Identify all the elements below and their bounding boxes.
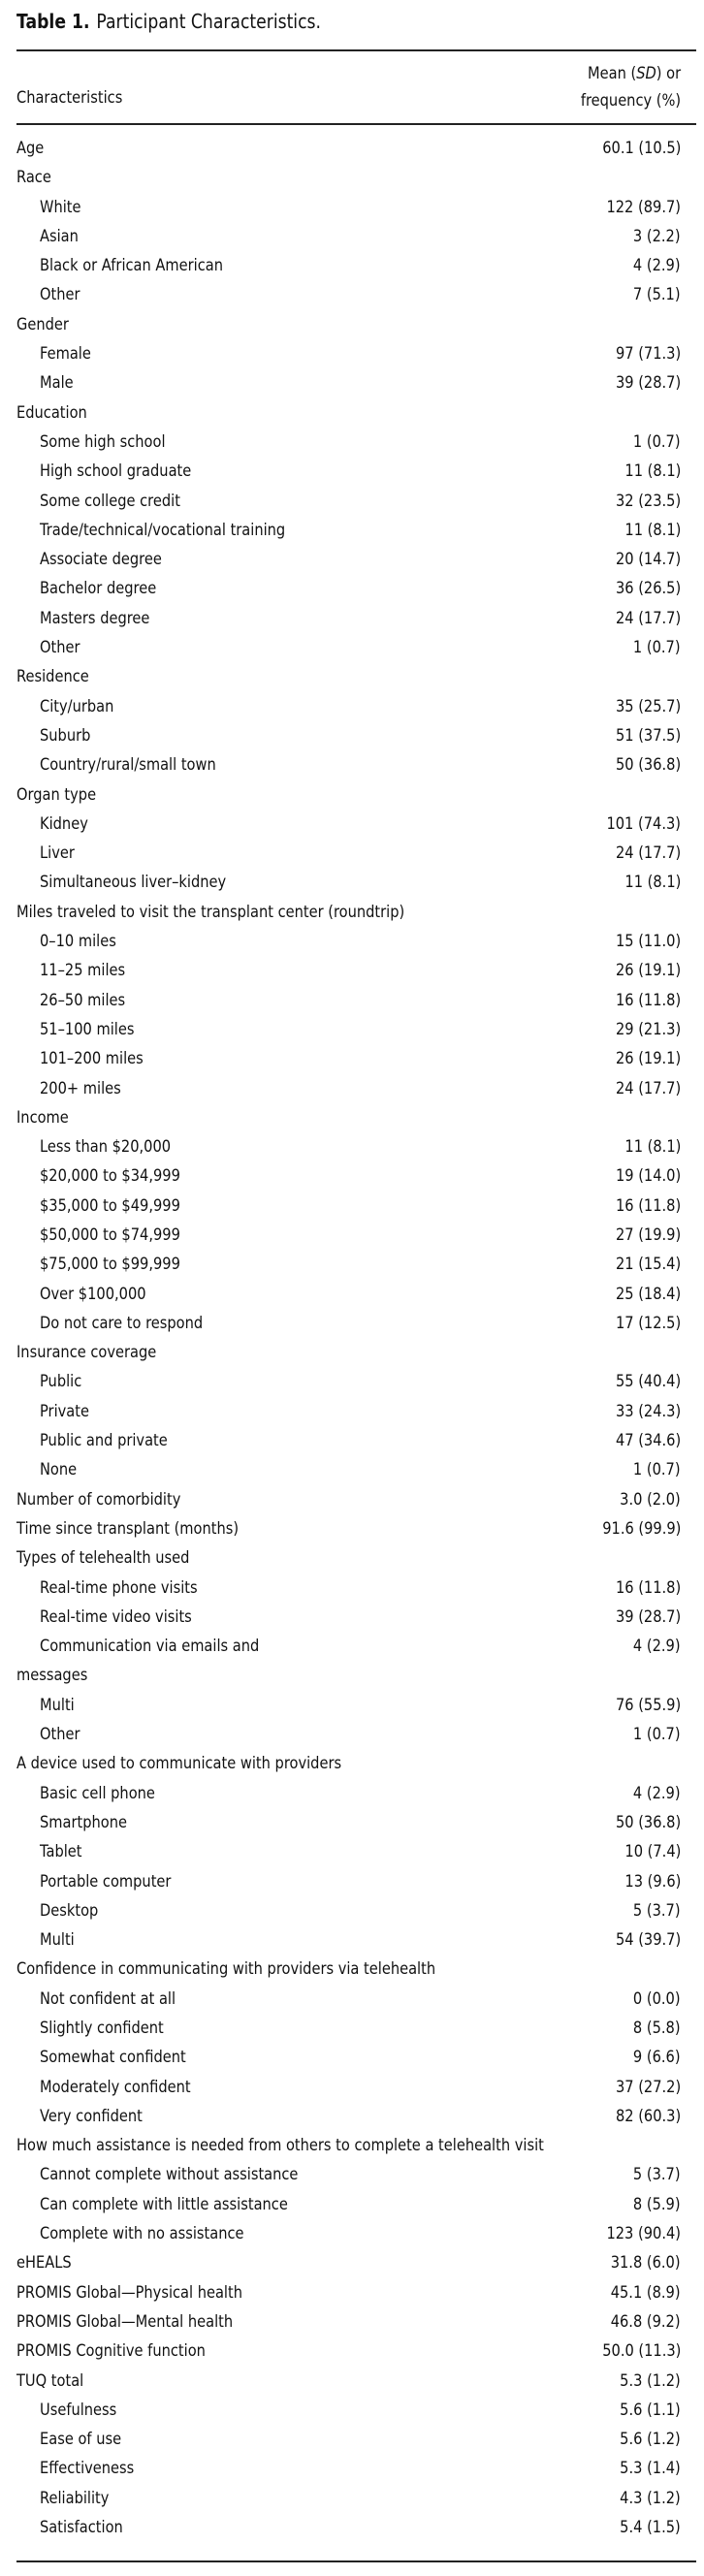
row-label: Smartphone bbox=[40, 1812, 127, 1832]
row-label: Gender bbox=[16, 314, 69, 334]
table-title: Participant Characteristics. bbox=[96, 10, 321, 33]
row-label: Education bbox=[16, 402, 87, 423]
row-label: Some high school bbox=[40, 431, 166, 452]
table-row bbox=[16, 2367, 681, 2396]
row-label: PROMIS Cognitive function bbox=[16, 2341, 206, 2362]
row-value: 97 (71.3) bbox=[615, 344, 681, 365]
table-row bbox=[16, 2014, 681, 2043]
row-label: Associate degree bbox=[40, 550, 162, 570]
row-label: 26–50 miles bbox=[40, 990, 126, 1010]
row-label: Do not care to respond bbox=[40, 1313, 204, 1333]
row-label: $35,000 to $49,999 bbox=[40, 1195, 180, 1216]
row-label: Basic cell phone bbox=[40, 1783, 155, 1803]
table-row bbox=[16, 2131, 681, 2160]
row-label: PROMIS Global—Mental health bbox=[16, 2311, 234, 2332]
table-row bbox=[16, 2337, 681, 2366]
row-value: 1 (0.7) bbox=[633, 1725, 681, 1745]
table-row bbox=[16, 1397, 681, 1426]
row-label: Other bbox=[40, 638, 80, 658]
table-row bbox=[16, 1426, 681, 1455]
row-value: 55 (40.4) bbox=[615, 1372, 681, 1392]
table-row bbox=[16, 868, 681, 897]
row-value: 24 (17.7) bbox=[615, 608, 681, 628]
row-value: 27 (19.9) bbox=[615, 1224, 681, 1245]
table-row bbox=[16, 898, 681, 927]
row-label: Satisfaction bbox=[40, 2518, 123, 2538]
row-value: 82 (60.3) bbox=[615, 2106, 681, 2126]
table-row bbox=[16, 1867, 681, 1896]
table-row bbox=[16, 839, 681, 868]
table-row bbox=[16, 810, 681, 839]
row-value: 21 (15.4) bbox=[615, 1255, 681, 1275]
row-value: 5.3 (1.4) bbox=[620, 2459, 681, 2479]
header-text: frequency (%) bbox=[580, 91, 681, 111]
table-row bbox=[16, 1221, 681, 1250]
row-label: 51–100 miles bbox=[40, 1019, 135, 1039]
row-value: 16 (11.8) bbox=[615, 1195, 681, 1216]
row-label: Can complete with little assistance bbox=[40, 2194, 288, 2214]
table-row bbox=[16, 2219, 681, 2248]
row-label: Desktop bbox=[40, 1900, 99, 1921]
row-value: 4 (2.9) bbox=[633, 1783, 681, 1803]
row-label: Age bbox=[16, 139, 45, 158]
table-row bbox=[16, 251, 681, 280]
row-label: $75,000 to $99,999 bbox=[40, 1255, 180, 1275]
row-value: 50.0 (11.3) bbox=[601, 2341, 681, 2362]
row-value: 26 (19.1) bbox=[615, 961, 681, 981]
row-value: 50 (36.8) bbox=[615, 755, 681, 776]
row-label: Miles traveled to visit the transplant center (roundtrip) bbox=[16, 902, 405, 922]
row-label: Real-time video visits bbox=[40, 1606, 192, 1627]
row-label: Other bbox=[40, 1725, 80, 1745]
table-row bbox=[16, 574, 681, 603]
row-value: 5 (3.7) bbox=[633, 2165, 681, 2185]
row-label: Simultaneous liver–kidney bbox=[40, 873, 227, 893]
row-label: $20,000 to $34,999 bbox=[40, 1166, 180, 1187]
row-label: Suburb bbox=[40, 725, 91, 746]
row-value: 11 (8.1) bbox=[624, 461, 681, 482]
row-label: Asian bbox=[40, 226, 79, 246]
row-value: 47 (34.6) bbox=[615, 1431, 681, 1451]
row-label: Cannot complete without assistance bbox=[40, 2165, 299, 2185]
table-row bbox=[16, 1514, 681, 1543]
table-row bbox=[16, 1661, 681, 1690]
table-row bbox=[16, 2102, 681, 2131]
row-label: Some college credit bbox=[40, 491, 180, 511]
row-label: Types of telehealth used bbox=[16, 1548, 190, 1569]
row-label: Multi bbox=[40, 1695, 75, 1715]
row-label: Very confident bbox=[40, 2106, 143, 2126]
row-value: 15 (11.0) bbox=[615, 932, 681, 952]
row-value: 32 (23.5) bbox=[615, 491, 681, 511]
table-number: Table 1. bbox=[16, 10, 90, 33]
table-row bbox=[16, 545, 681, 574]
row-label: Other bbox=[40, 285, 80, 305]
row-label: Masters degree bbox=[40, 608, 150, 628]
table-row bbox=[16, 1280, 681, 1309]
row-value: 19 (14.0) bbox=[615, 1166, 681, 1187]
row-label: Confidence in communicating with providers via telehealth bbox=[16, 1959, 436, 1980]
table-row bbox=[16, 1367, 681, 1396]
table-row bbox=[16, 193, 681, 222]
header-text: Mean ( bbox=[587, 64, 637, 83]
row-value: 17 (12.5) bbox=[615, 1313, 681, 1333]
table-row bbox=[16, 1161, 681, 1191]
table-row bbox=[16, 222, 681, 251]
table-caption bbox=[16, 10, 321, 33]
table-row bbox=[16, 310, 681, 339]
row-label: Kidney bbox=[40, 813, 88, 834]
row-value: 5 (3.7) bbox=[633, 1900, 681, 1921]
row-value: 3.0 (2.0) bbox=[620, 1489, 681, 1510]
row-value: 11 (8.1) bbox=[624, 520, 681, 540]
row-label: Complete with no assistance bbox=[40, 2224, 244, 2244]
row-label: Reliability bbox=[40, 2488, 110, 2508]
row-label: Communication via emails and bbox=[40, 1637, 260, 1657]
row-label: Insurance coverage bbox=[16, 1343, 157, 1363]
table-row bbox=[16, 516, 681, 545]
row-label: Liver bbox=[40, 843, 75, 864]
table-row bbox=[16, 2454, 681, 2483]
row-label: White bbox=[40, 197, 81, 217]
table-row bbox=[16, 1485, 681, 1514]
row-value: 8 (5.8) bbox=[633, 2019, 681, 2038]
table-row bbox=[16, 368, 681, 398]
table-row bbox=[16, 721, 681, 750]
row-value: 91.6 (99.9) bbox=[601, 1518, 681, 1539]
table-row bbox=[16, 1720, 681, 1749]
row-value: 5.6 (1.2) bbox=[620, 2430, 681, 2450]
table-row bbox=[16, 1309, 681, 1338]
row-value: 5.4 (1.5) bbox=[620, 2518, 681, 2538]
row-value: 39 (28.7) bbox=[615, 1606, 681, 1627]
table-row bbox=[16, 780, 681, 810]
row-label: eHEALS bbox=[16, 2253, 72, 2274]
row-label: Organ type bbox=[16, 784, 97, 805]
table-row bbox=[16, 457, 681, 486]
table-row bbox=[16, 2484, 681, 2513]
row-value: 37 (27.2) bbox=[615, 2077, 681, 2097]
row-value: 24 (17.7) bbox=[615, 843, 681, 864]
table-row bbox=[16, 633, 681, 662]
table-row bbox=[16, 2248, 681, 2277]
table-row bbox=[16, 339, 681, 368]
row-label: Slightly confident bbox=[40, 2019, 164, 2038]
table-row bbox=[16, 1455, 681, 1484]
table-row bbox=[16, 1691, 681, 1720]
row-value: 8 (5.9) bbox=[633, 2194, 681, 2214]
row-value: 31.8 (6.0) bbox=[611, 2253, 681, 2274]
row-value: 10 (7.4) bbox=[624, 1842, 681, 1862]
row-value: 11 (8.1) bbox=[624, 1137, 681, 1158]
column-header-characteristics: Characteristics bbox=[16, 88, 123, 108]
row-label: Over $100,000 bbox=[40, 1284, 146, 1304]
table-row bbox=[16, 163, 681, 192]
row-label: Public and private bbox=[40, 1431, 168, 1451]
row-label: Tablet bbox=[40, 1842, 82, 1862]
table-row bbox=[16, 1985, 681, 2014]
table-row bbox=[16, 2513, 681, 2542]
table-row bbox=[16, 750, 681, 779]
row-value: 39 (28.7) bbox=[615, 373, 681, 394]
table-row bbox=[16, 1837, 681, 1866]
table-row bbox=[16, 487, 681, 516]
row-label: 101–200 miles bbox=[40, 1049, 144, 1069]
row-value: 45.1 (8.9) bbox=[611, 2282, 681, 2303]
row-label: Bachelor degree bbox=[40, 579, 157, 599]
table-row bbox=[16, 2190, 681, 2219]
row-value: 1 (0.7) bbox=[633, 431, 681, 452]
table-row bbox=[16, 1955, 681, 1984]
row-value: 5.6 (1.1) bbox=[620, 2400, 681, 2420]
row-value: 122 (89.7) bbox=[606, 197, 681, 217]
row-value: 101 (74.3) bbox=[606, 813, 681, 834]
row-value: 35 (25.7) bbox=[615, 696, 681, 716]
table-row bbox=[16, 1925, 681, 1955]
row-label: $50,000 to $74,999 bbox=[40, 1224, 180, 1245]
row-label: Public bbox=[40, 1372, 82, 1392]
table-row bbox=[16, 2307, 681, 2337]
row-value: 3 (2.2) bbox=[633, 226, 681, 246]
row-label: A device used to communicate with providers bbox=[16, 1754, 342, 1774]
table-row bbox=[16, 1132, 681, 1161]
row-value: 4 (2.9) bbox=[633, 256, 681, 276]
row-label: None bbox=[40, 1460, 78, 1480]
table-row bbox=[16, 692, 681, 721]
table-row bbox=[16, 1808, 681, 1837]
header-rule bbox=[16, 123, 696, 125]
row-value: 0 (0.0) bbox=[633, 1988, 681, 2009]
row-label: High school graduate bbox=[40, 461, 192, 482]
row-value: 24 (17.7) bbox=[615, 1078, 681, 1098]
row-value: 60.1 (10.5) bbox=[601, 139, 681, 158]
table-row bbox=[16, 280, 681, 309]
table-row bbox=[16, 1103, 681, 1132]
row-label: Country/rural/small town bbox=[40, 755, 216, 776]
row-value: 20 (14.7) bbox=[615, 550, 681, 570]
table-row bbox=[16, 986, 681, 1015]
row-label: Time since transplant (months) bbox=[16, 1518, 240, 1539]
row-label: City/urban bbox=[40, 696, 114, 716]
table-body bbox=[16, 134, 681, 2542]
row-label: Income bbox=[16, 1107, 69, 1128]
table-row bbox=[16, 2160, 681, 2189]
table-row bbox=[16, 927, 681, 956]
table-row bbox=[16, 428, 681, 457]
table-row bbox=[16, 1749, 681, 1778]
row-label: Black or African American bbox=[40, 256, 223, 276]
row-value: 29 (21.3) bbox=[615, 1019, 681, 1039]
row-value: 4.3 (1.2) bbox=[620, 2488, 681, 2508]
table-row bbox=[16, 1632, 681, 1661]
row-value: 16 (11.8) bbox=[615, 1577, 681, 1598]
table-row bbox=[16, 1192, 681, 1221]
header-sd: SD bbox=[636, 64, 656, 83]
table-row bbox=[16, 1250, 681, 1279]
row-label: Usefulness bbox=[40, 2400, 117, 2420]
table-row bbox=[16, 2043, 681, 2072]
table-row bbox=[16, 662, 681, 691]
row-label: Race bbox=[16, 168, 51, 188]
row-label: 11–25 miles bbox=[40, 961, 126, 981]
row-value: 11 (8.1) bbox=[624, 873, 681, 893]
row-value: 26 (19.1) bbox=[615, 1049, 681, 1069]
row-label: messages bbox=[16, 1666, 88, 1686]
row-value: 4 (2.9) bbox=[633, 1637, 681, 1657]
column-header-value bbox=[581, 60, 681, 114]
row-value: 36 (26.5) bbox=[615, 579, 681, 599]
row-value: 5.3 (1.2) bbox=[620, 2370, 681, 2391]
table-row bbox=[16, 134, 681, 163]
row-value: 51 (37.5) bbox=[615, 725, 681, 746]
table-row bbox=[16, 1015, 681, 1044]
table-row bbox=[16, 1044, 681, 1073]
row-label: Moderately confident bbox=[40, 2077, 191, 2097]
row-label: PROMIS Global—Physical health bbox=[16, 2282, 242, 2303]
row-label: Residence bbox=[16, 667, 89, 687]
row-value: 1 (0.7) bbox=[633, 638, 681, 658]
bottom-rule bbox=[16, 2560, 696, 2562]
table-row bbox=[16, 1574, 681, 1603]
row-label: Real-time phone visits bbox=[40, 1577, 198, 1598]
table-row bbox=[16, 2073, 681, 2102]
table-row bbox=[16, 1074, 681, 1103]
row-label: Number of comorbidity bbox=[16, 1489, 181, 1510]
row-label: 0–10 miles bbox=[40, 932, 116, 952]
row-value: 13 (9.6) bbox=[624, 1871, 681, 1892]
row-label: Female bbox=[40, 344, 91, 365]
row-label: Trade/technical/vocational training bbox=[40, 520, 286, 540]
row-label: Private bbox=[40, 1401, 89, 1421]
row-value: 54 (39.7) bbox=[615, 1930, 681, 1951]
row-label: Effectiveness bbox=[40, 2459, 135, 2479]
row-label: Less than $20,000 bbox=[40, 1137, 172, 1158]
row-value: 123 (90.4) bbox=[606, 2224, 681, 2244]
row-label: TUQ total bbox=[16, 2370, 84, 2391]
row-value: 1 (0.7) bbox=[633, 1460, 681, 1480]
row-value: 16 (11.8) bbox=[615, 990, 681, 1010]
row-value: 33 (24.3) bbox=[615, 1401, 681, 1421]
table-row bbox=[16, 1779, 681, 1808]
header-text: ) or bbox=[656, 64, 681, 83]
row-label: How much assistance is needed from others to complete a telehealth visit bbox=[16, 2136, 544, 2156]
row-value: 9 (6.6) bbox=[633, 2048, 681, 2068]
row-label: Male bbox=[40, 373, 74, 394]
row-label: 200+ miles bbox=[40, 1078, 121, 1098]
table-row bbox=[16, 2396, 681, 2425]
row-label: Somewhat confident bbox=[40, 2048, 186, 2068]
row-value: 76 (55.9) bbox=[615, 1695, 681, 1715]
row-label: Multi bbox=[40, 1930, 75, 1951]
table-row bbox=[16, 2278, 681, 2307]
table-row bbox=[16, 1896, 681, 1925]
row-value: 25 (18.4) bbox=[615, 1284, 681, 1304]
row-label: Ease of use bbox=[40, 2430, 122, 2450]
table-row bbox=[16, 956, 681, 985]
row-value: 46.8 (9.2) bbox=[611, 2311, 681, 2332]
table-row bbox=[16, 2425, 681, 2454]
table-row bbox=[16, 1603, 681, 1632]
row-label: Not confident at all bbox=[40, 1988, 176, 2009]
table-row bbox=[16, 604, 681, 633]
row-value: 7 (5.1) bbox=[633, 285, 681, 305]
row-label: Portable computer bbox=[40, 1871, 172, 1892]
table-row bbox=[16, 398, 681, 428]
table-row bbox=[16, 1338, 681, 1367]
table-row bbox=[16, 1543, 681, 1573]
top-rule bbox=[16, 49, 696, 51]
row-value: 50 (36.8) bbox=[615, 1812, 681, 1832]
